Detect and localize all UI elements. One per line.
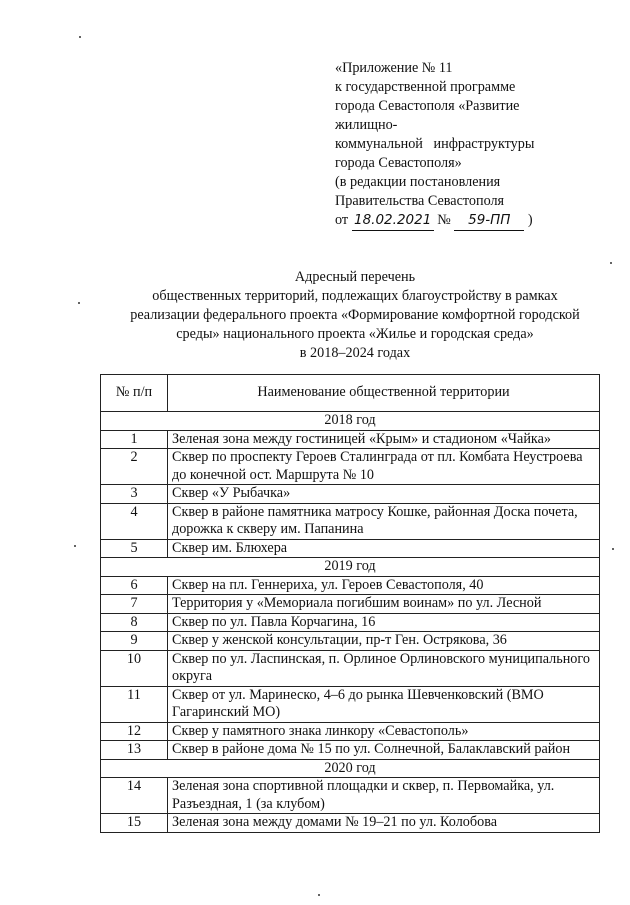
territory-name: Сквер «У Рыбачка» (168, 485, 600, 504)
row-number: 3 (101, 485, 168, 504)
closing-paren: ) (527, 212, 533, 228)
title-line: в 2018–2024 годах (299, 345, 411, 361)
table-row (101, 576, 600, 595)
table-row (101, 485, 600, 504)
row-number: 12 (101, 722, 168, 741)
year-label: 2020 год (101, 759, 600, 778)
appendix-line: жилищно- (335, 117, 398, 133)
decree-date-line (335, 211, 565, 231)
row-number: 15 (101, 814, 168, 833)
table-body (101, 412, 600, 833)
territory-name: Зеленая зона спортивной площадки и сквер, п. Первомайка, ул. Разъездная, 1 (за клубом) (168, 778, 600, 814)
year-label: 2018 год (101, 412, 600, 431)
table-row (101, 539, 600, 558)
header-name: Наименование общественной территории (168, 375, 600, 412)
year-row (101, 412, 600, 431)
table-row (101, 632, 600, 651)
table-row (101, 814, 600, 833)
year-label: 2019 год (101, 558, 600, 577)
row-number: 5 (101, 539, 168, 558)
territory-name: Сквер им. Блюхера (168, 539, 600, 558)
scan-speck (612, 548, 614, 550)
table-row (101, 430, 600, 449)
title-line: Адресный перечень (294, 269, 416, 285)
title-line: реализации федерального проекта «Формирование комфортной городской (130, 307, 580, 323)
territory-name: Сквер в районе дома № 15 по ул. Солнечной, Балаклавский район (168, 741, 600, 760)
territory-name: Сквер по ул. Ласпинская, п. Орлиное Орлиновского муниципального округа (168, 650, 600, 686)
appendix-line: города Севастополя «Развитие (335, 98, 520, 114)
row-number: 1 (101, 430, 168, 449)
territory-name: Сквер у женской консультации, пр-т Ген. Острякова, 36 (168, 632, 600, 651)
row-number: 13 (101, 741, 168, 760)
table-row (101, 449, 600, 485)
scan-speck (74, 545, 76, 547)
appendix-line: «Приложение № 11 (335, 60, 453, 76)
territory-name: Зеленая зона между домами № 19–21 по ул. Колобова (168, 814, 600, 833)
table-row (101, 503, 600, 539)
table-header-row (101, 375, 600, 412)
appendix-line: (в редакции постановления (335, 174, 501, 190)
appendix-line: города Севастополя» (335, 155, 462, 171)
table-row (101, 778, 600, 814)
table-row (101, 741, 600, 760)
scan-speck (318, 894, 320, 896)
territory-name: Сквер у памятного знака линкору «Севастополь» (168, 722, 600, 741)
territory-name: Территория у «Мемориала погибшим воинам» по ул. Лесной (168, 595, 600, 614)
row-number: 10 (101, 650, 168, 686)
territory-name: Сквер по проспекту Героев Сталинграда от пл. Комбата Неустроева до конечной ост. Маршрута № 10 (168, 449, 600, 485)
row-number: 14 (101, 778, 168, 814)
title-line: общественных территорий, подлежащих благоустройству в рамках (152, 288, 558, 304)
appendix-line: Правительства Севастополя (335, 193, 505, 209)
row-number: 2 (101, 449, 168, 485)
scan-speck (79, 36, 81, 38)
appendix-line: к государственной программе (335, 79, 516, 95)
header-number: № п/п (101, 375, 168, 412)
number-prefix: № (437, 212, 451, 228)
row-number: 6 (101, 576, 168, 595)
title-line: среды» национального проекта «Жилье и городская среда» (176, 326, 534, 342)
row-number: 11 (101, 686, 168, 722)
territory-name: Сквер от ул. Маринеско, 4–6 до рынка Шевченковский (ВМО Гагаринский МО) (168, 686, 600, 722)
row-number: 4 (101, 503, 168, 539)
scan-speck (610, 262, 612, 264)
territory-name: Сквер на пл. Геннериха, ул. Героев Севастополя, 40 (168, 576, 600, 595)
territory-name: Зеленая зона между гостиницей «Крым» и стадионом «Чайка» (168, 430, 600, 449)
row-number: 9 (101, 632, 168, 651)
territory-name: Сквер по ул. Павла Корчагина, 16 (168, 613, 600, 632)
year-row (101, 558, 600, 577)
territories-table (100, 374, 600, 833)
scan-speck (78, 302, 80, 304)
date-prefix: от (335, 212, 349, 228)
table-row (101, 686, 600, 722)
table-row (101, 613, 600, 632)
row-number: 7 (101, 595, 168, 614)
table-row (101, 650, 600, 686)
territory-name: Сквер в районе памятника матросу Кошке, районная Доска почета, дорожка к скверу им. Папанина (168, 503, 600, 539)
appendix-block (335, 59, 565, 231)
handwritten-number: 59-ПП (454, 211, 524, 231)
year-row (101, 759, 600, 778)
row-number: 8 (101, 613, 168, 632)
table-row (101, 722, 600, 741)
document-title (95, 268, 615, 363)
handwritten-date: 18.02.2021 (352, 211, 434, 231)
table-row (101, 595, 600, 614)
appendix-line: коммунальной инфраструктуры (335, 136, 535, 152)
